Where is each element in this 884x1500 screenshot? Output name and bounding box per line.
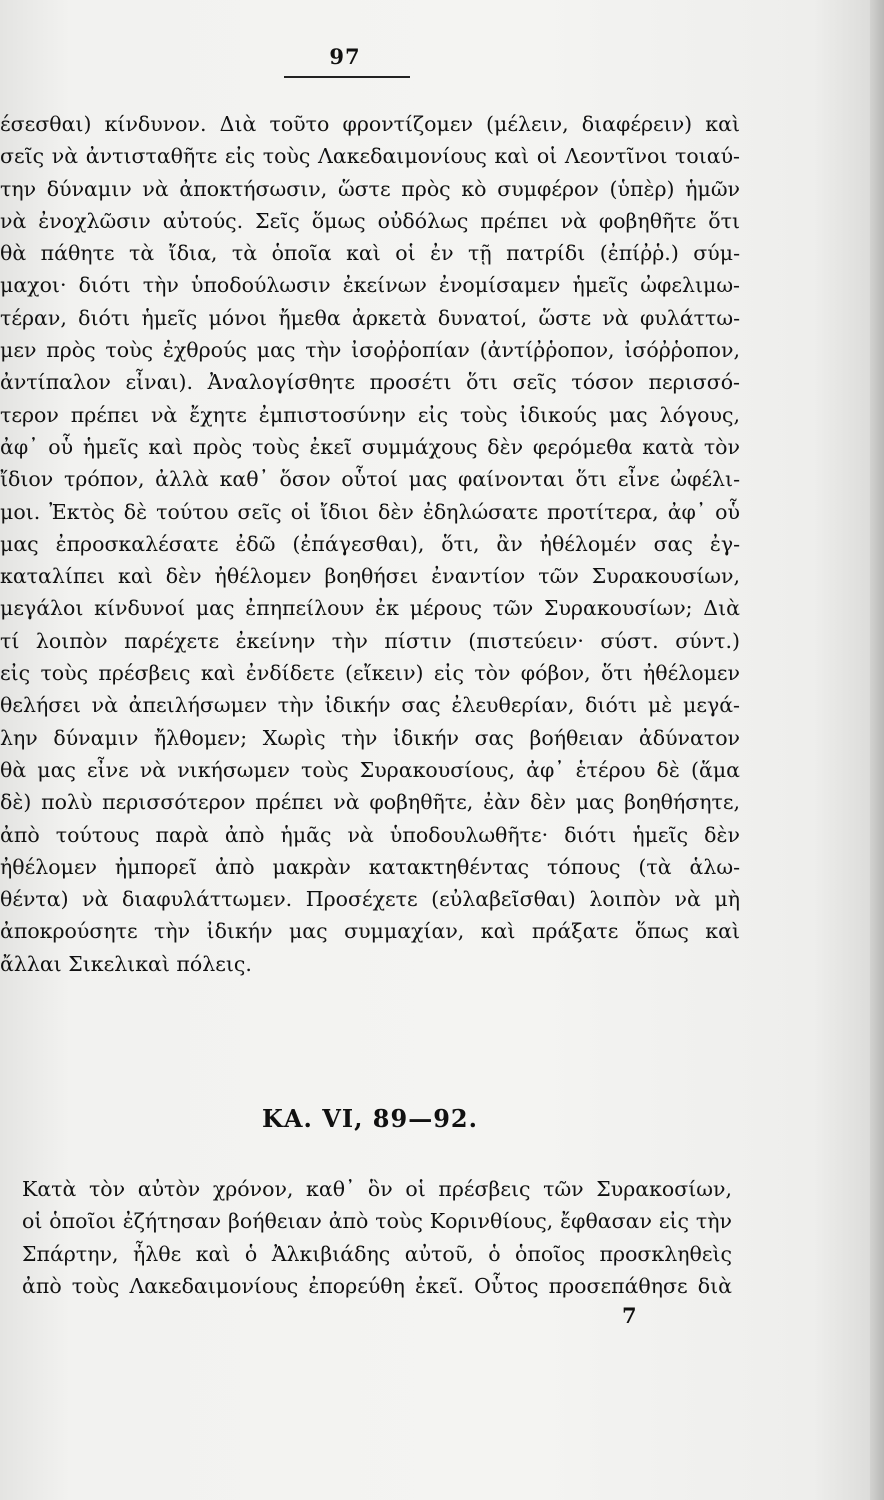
paragraph-line: μας ἐπροσκαλέσατε ἐδῶ (ἐπάγεσθαι), ὅτι, ἂν ἠθέλομέν σας ἐγ- [0, 531, 740, 556]
paragraph-line: σεῖς νὰ ἀντισταθῆτε εἰς τοὺς Λακεδαιμονίους καὶ οἱ Λεοντῖνοι τοιαύ- [0, 144, 740, 169]
paragraph-line: θέντα) νὰ διαφυλάττωμεν. Προσέχετε (εὐλαβεῖσθαι) λοιπὸν νὰ μὴ [0, 887, 740, 912]
section-paragraph-line: Σπάρτην, ἦλθε καὶ ὁ Ἀλκιβιάδης αὐτοῦ, ὁ ὁποῖος προσκληθεὶς [22, 1241, 732, 1266]
paragraph-line: μαχοι· διότι τὴν ὑποδούλωσιν ἐκείνων ἐνομίσαμεν ἡμεῖς ὠφελιμω- [0, 273, 740, 298]
paragraph-line: ἄλλαι Σικελικαὶ πόλεις. [0, 951, 252, 976]
paragraph-line: ἀντίπαλον εἶναι). Ἀναλογίσθητε προσέτι ὅτι σεῖς τόσον περισσό- [0, 370, 740, 395]
section-paragraph-line: οἱ ὁποῖοι ἐζήτησαν βοήθειαν ἀπὸ τοὺς Κορινθίους, ἔφθασαν εἰς τὴν [22, 1209, 732, 1234]
paragraph-line: ἀπὸ τούτους παρὰ ἀπὸ ἡμᾶς νὰ ὑποδουλωθῆτε· διότι ἡμεῖς δὲν [0, 822, 740, 847]
paragraph-line: εἰς τοὺς πρέσβεις καὶ ἐνδίδετε (εἴκειν) εἰς τὸν φόβον, ὅτι ἠθέλομεν [0, 661, 740, 686]
paragraph-line: μεγάλοι κίνδυνοί μας ἐπηπείλουν ἐκ μέρους τῶν Συρακουσίων; Διὰ [0, 596, 740, 621]
paragraph-line: ἴδιον τρόπον, ἀλλὰ καθ᾿ ὅσον οὗτοί μας φαίνονται ὅτι εἶνε ὠφέλι- [0, 467, 740, 492]
section-text-block [22, 1173, 732, 1302]
section-paragraph-line: Κατὰ τὸν αὐτὸν χρόνον, καθ᾿ ὃν οἱ πρέσβεις τῶν Συρακοσίων, [22, 1177, 732, 1201]
paragraph-line: την δύναμιν νὰ ἀποκτήσωσιν, ὥστε πρὸς κὸ συμφέρον (ὑπὲρ) ἡμῶν [0, 176, 740, 201]
paragraph-line: τέραν, διότι ἡμεῖς μόνοι ἤμεθα ἀρκετὰ δυνατοί, ὥστε νὰ φυλάττω- [0, 305, 740, 330]
signature-mark: 7 [622, 1303, 637, 1328]
paragraph-line: ἠθέλομεν ἠμπορεῖ ἀπὸ μακρὰν κατακτηθέντας τόπους (τὰ ἁλω- [0, 854, 740, 879]
paragraph-line: θὰ μας εἶνε νὰ νικήσωμεν τοὺς Συρακουσίους, ἀφ᾿ ἑτέρου δὲ (ἅμα [0, 757, 740, 782]
paragraph-line: δὲ) πολὺ περισσότερον πρέπει νὰ φοβηθῆτε, ἐὰν δὲν μας βοηθήσητε, [0, 790, 740, 815]
paragraph-line: θελήσει νὰ ἀπειλήσωμεν τὴν ἰδικήν σας ἐλευθερίαν, διότι μὲ μεγά- [0, 693, 740, 718]
header-rule [284, 76, 410, 78]
paragraph-line: τί λοιπὸν παρέχετε ἐκείνην τὴν πίστιν (πιστεύειν· σύστ. σύντ.) [0, 628, 740, 653]
paragraph-line: μεν πρὸς τοὺς ἐχθρούς μας τὴν ἰσοῤῥοπίαν (ἀντίῤῥοπον, ἰσόῤῥοπον, [0, 338, 740, 363]
paragraph-line: ἀποκρούσητε τὴν ἰδικήν μας συμμαχίαν, καὶ πράξατε ὅπως καὶ [0, 919, 740, 944]
paragraph-line: ἀφ᾿ οὗ ἡμεῖς καὶ πρὸς τοὺς ἐκεῖ συμμάχους δὲν φερόμεθα κατὰ τὸν [0, 434, 740, 459]
paragraph-line: έσεσθαι) κίνδυνον. Διὰ τοῦτο φροντίζομεν (μέλειν, διαφέρειν) καὶ [0, 112, 740, 136]
paragraph-line: θὰ πάθητε τὰ ἴδια, τὰ ὁποῖα καὶ οἱ ἐν τῇ πατρίδι (ἐπίῤῥ.) σύμ- [0, 241, 740, 266]
paragraph-line: μοι. Ἐκτὸς δὲ τούτου σεῖς οἱ ἴδιοι δὲν ἐδηλώσατε προτίτερα, ἀφ᾿ οὗ [0, 499, 740, 524]
page-spine-shadow [870, 0, 884, 1500]
paragraph-line: τερον πρέπει νὰ ἔχητε ἐμπιστοσύνην εἰς τοὺς ἰδικούς μας λόγους, [0, 402, 740, 427]
paragraph-line: λην δύναμιν ἤλθομεν; Χωρὶς τὴν ἰδικήν σας βοήθειαν ἀδύνατον [0, 725, 740, 750]
section-paragraph-line: ἀπὸ τοὺς Λακεδαιμονίους ἐπορεύθη ἐκεῖ. Οὗτος προσεπάθησε διὰ [22, 1273, 732, 1298]
page-number: 97 [329, 44, 361, 69]
paragraph-line: νὰ ἐνοχλῶσιν αὐτούς. Σεῖς ὅμως οὐδόλως πρέπει νὰ φοβηθῆτε ὅτι [0, 208, 740, 233]
main-text-block [0, 108, 740, 980]
paragraph-line: καταλίπει καὶ δὲν ἠθέλομεν βοηθήσει ἐναντίον τῶν Συρακουσίων, [0, 564, 740, 589]
section-heading: ΚΑ. VI, 89—92. [262, 1104, 478, 1133]
